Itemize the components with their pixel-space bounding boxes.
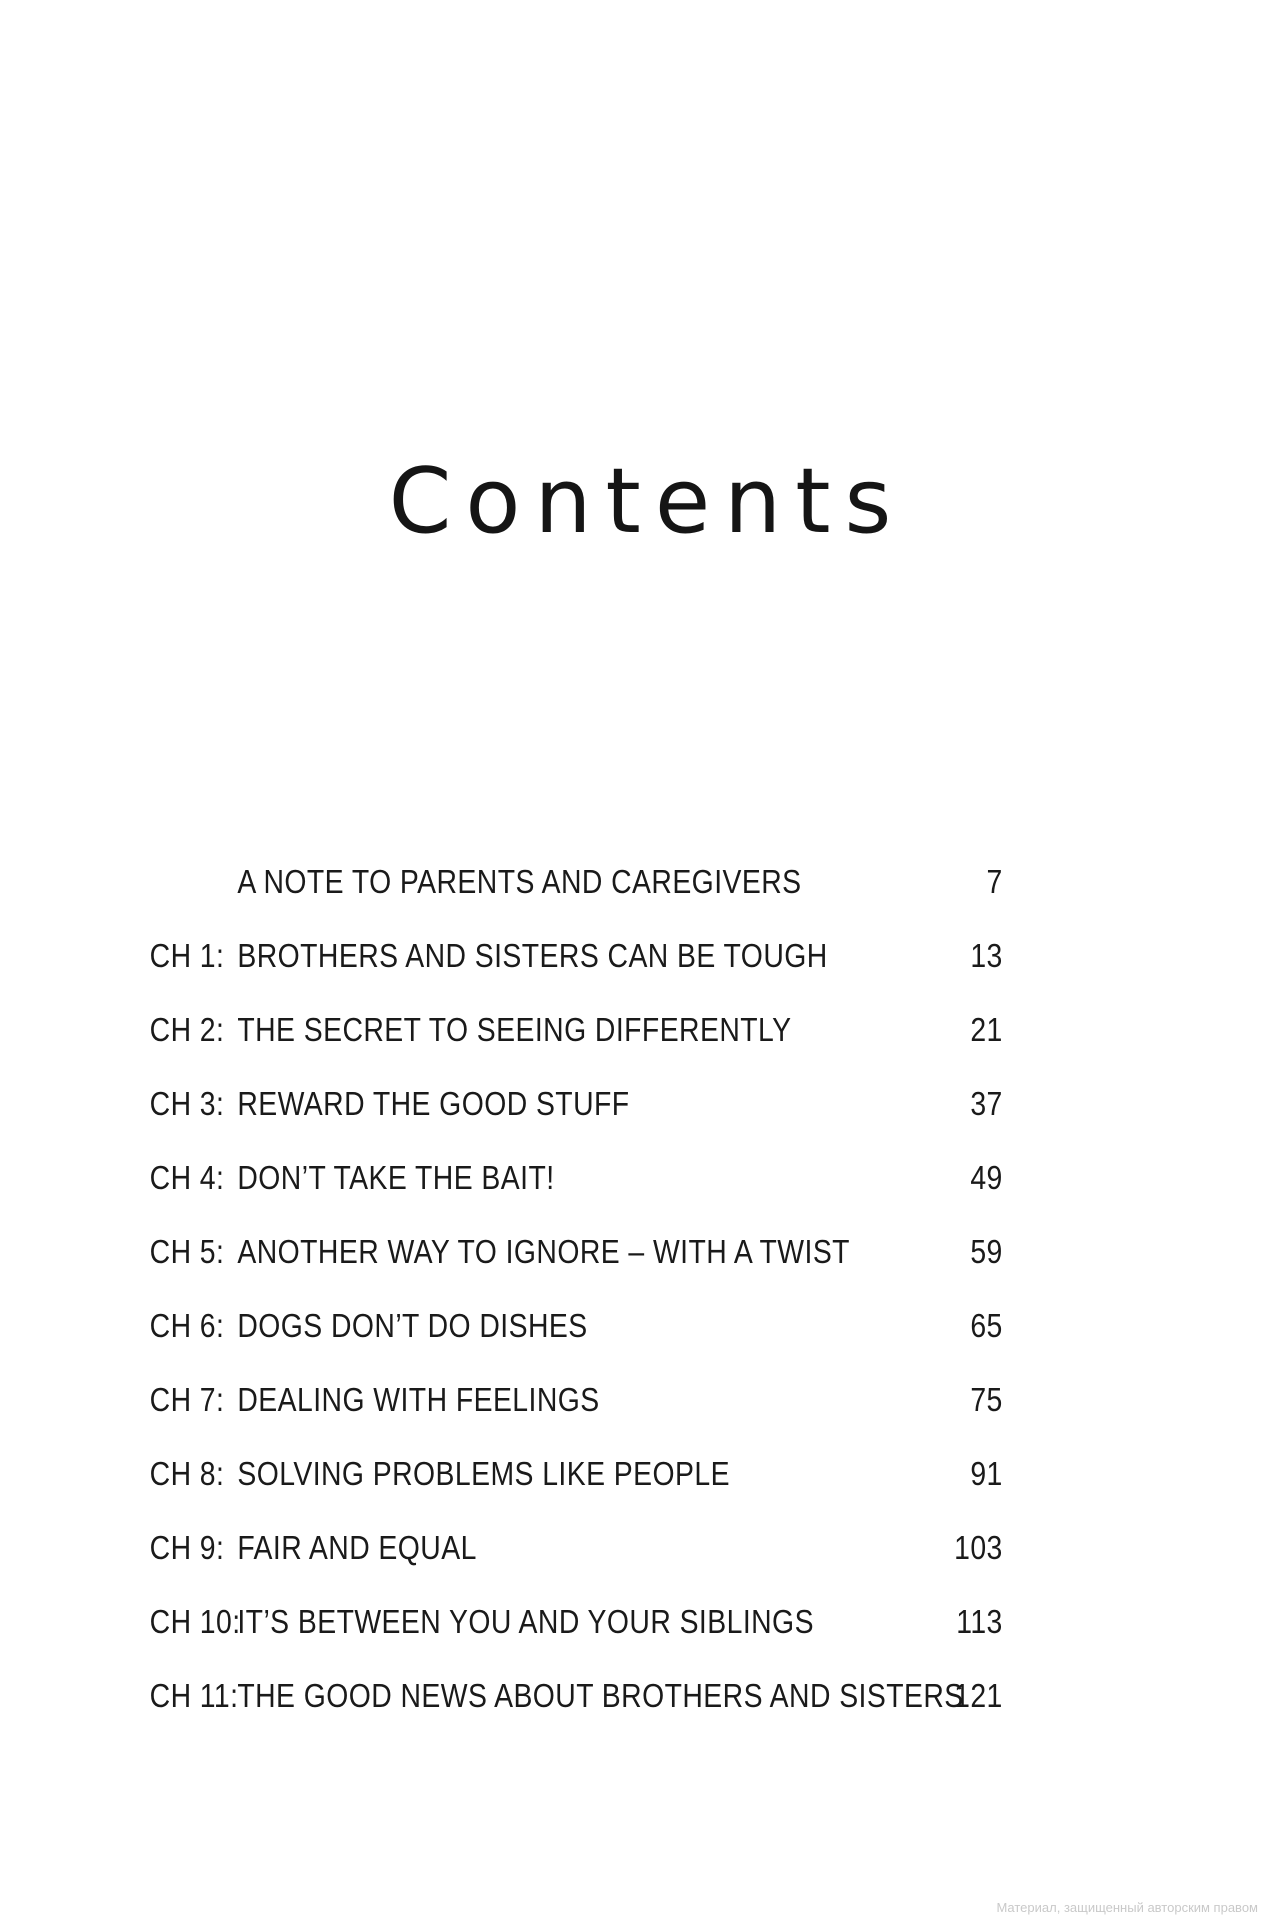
toc-entry-ch8[interactable] [0, 1437, 1101, 1511]
chapter-number: CH 7: [149, 1381, 225, 1418]
toc-entry-ch6[interactable] [0, 1289, 1101, 1363]
toc-entry-ch5[interactable] [0, 1215, 1101, 1289]
chapter-number: CH 9: [149, 1529, 225, 1566]
chapter-number: CH 3: [149, 1085, 225, 1122]
chapter-title: A NOTE TO PARENTS AND CAREGIVERS [237, 863, 802, 900]
page-number: 21 [970, 1011, 1003, 1048]
table-of-contents [0, 845, 1280, 1733]
toc-entry-ch2[interactable] [0, 993, 1101, 1067]
chapter-title: DEALING WITH FEELINGS [237, 1381, 600, 1418]
chapter-number: CH 10: [149, 1603, 241, 1640]
chapter-number: CH 8: [149, 1455, 225, 1492]
page-number: 37 [970, 1085, 1003, 1122]
page-number: 121 [954, 1677, 1003, 1714]
toc-entry-ch7[interactable] [0, 1363, 1101, 1437]
copyright-watermark: Материал, защищенный авторским правом [996, 1900, 1258, 1915]
chapter-number: CH 2: [149, 1011, 225, 1048]
toc-entry-ch9[interactable] [0, 1511, 1101, 1585]
chapter-number: CH 4: [149, 1159, 225, 1196]
page-number: 7 [986, 863, 1003, 900]
chapter-title: THE SECRET TO SEEING DIFFERENTLY [237, 1011, 792, 1048]
chapter-title: DON’T TAKE THE BAIT! [237, 1159, 555, 1196]
chapter-number: CH 11: [149, 1677, 239, 1714]
toc-entry-ch11[interactable] [0, 1659, 1101, 1733]
page-number: 103 [954, 1529, 1003, 1566]
chapter-number: CH 1: [149, 937, 225, 974]
toc-entry-ch10[interactable] [0, 1585, 1101, 1659]
chapter-title: THE GOOD NEWS ABOUT BROTHERS AND SISTERS [237, 1677, 964, 1714]
chapter-title: FAIR AND EQUAL [237, 1529, 477, 1566]
page-number: 13 [970, 937, 1003, 974]
page-number: 65 [970, 1307, 1003, 1344]
page-number: 113 [956, 1603, 1003, 1640]
page-number: 91 [970, 1455, 1003, 1492]
chapter-number: CH 5: [149, 1233, 225, 1270]
toc-entry-note[interactable] [0, 845, 1101, 919]
chapter-title: SOLVING PROBLEMS LIKE PEOPLE [237, 1455, 730, 1492]
chapter-title: REWARD THE GOOD STUFF [237, 1085, 630, 1122]
chapter-title: DOGS DON’T DO DISHES [237, 1307, 588, 1344]
chapter-title: ANOTHER WAY TO IGNORE – WITH A TWIST [237, 1233, 850, 1270]
chapter-number: CH 6: [149, 1307, 225, 1344]
page-number: 75 [970, 1381, 1003, 1418]
page-number: 49 [970, 1159, 1003, 1196]
page-title: Contents [388, 449, 906, 555]
chapter-title: BROTHERS AND SISTERS CAN BE TOUGH [237, 937, 828, 974]
toc-entry-ch3[interactable] [0, 1067, 1101, 1141]
chapter-title: IT’S BETWEEN YOU AND YOUR SIBLINGS [237, 1603, 814, 1640]
page-number: 59 [970, 1233, 1003, 1270]
toc-entry-ch4[interactable] [0, 1141, 1101, 1215]
toc-entry-ch1[interactable] [0, 919, 1101, 993]
